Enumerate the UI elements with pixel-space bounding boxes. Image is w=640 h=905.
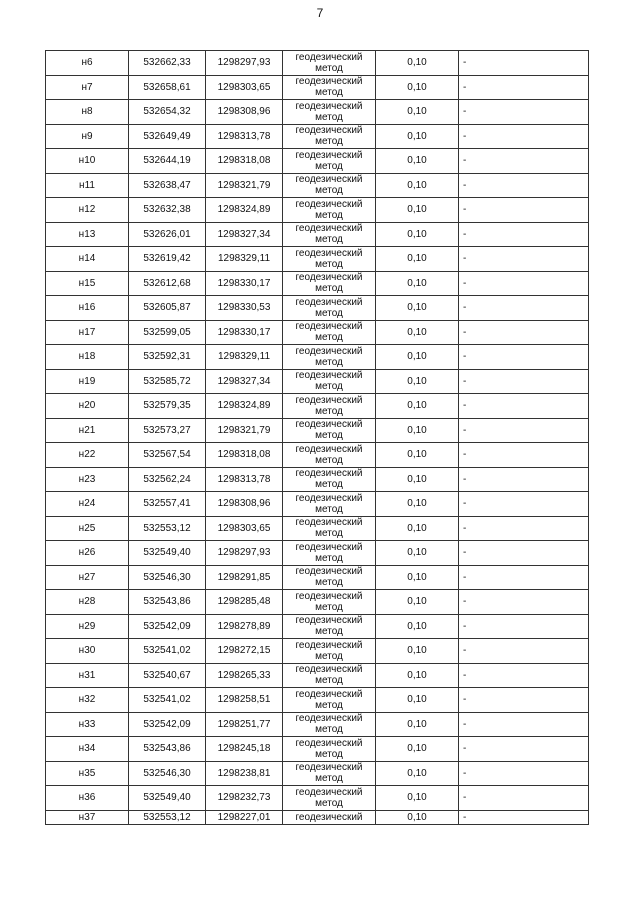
point-name-cell: н15 [46,271,129,296]
table-row [46,565,589,590]
method-text: метод [315,699,343,711]
note-cell: - [459,296,589,321]
table-row [46,712,589,737]
method-text: геодезический [295,296,363,308]
method-text: геодезический [295,468,363,480]
method-cell [283,271,376,296]
method-text: геодезический [295,443,363,455]
method-cell [283,541,376,566]
method-text: геодезический [295,321,363,333]
table-row [46,541,589,566]
point-name-cell: н16 [46,296,129,321]
method-text: геодезический [295,198,363,210]
method-text: геодезический [295,51,363,63]
method-text: геодезический [295,517,363,529]
table-row [46,271,589,296]
accuracy-cell: 0,10 [376,663,459,688]
method-cell [283,737,376,762]
y-coordinate-cell: 1298308,96 [206,100,283,125]
method-text: метод [315,479,343,491]
method-cell [283,786,376,811]
method-cell [283,124,376,149]
point-name-cell: н29 [46,614,129,639]
method-cell [283,712,376,737]
x-coordinate-cell: 532562,24 [129,467,206,492]
y-coordinate-cell: 1298327,34 [206,369,283,394]
method-cell [283,394,376,419]
x-coordinate-cell: 532542,09 [129,712,206,737]
note-cell: - [459,541,589,566]
accuracy-cell: 0,10 [376,198,459,223]
table-row [46,492,589,517]
table-row [46,345,589,370]
point-name-cell: н37 [46,810,129,824]
point-name-cell: н36 [46,786,129,811]
y-coordinate-cell: 1298313,78 [206,467,283,492]
method-text: метод [315,209,343,221]
point-name-cell: н26 [46,541,129,566]
point-name-cell: н31 [46,663,129,688]
method-cell [283,492,376,517]
x-coordinate-cell: 532546,30 [129,761,206,786]
x-coordinate-cell: 532540,67 [129,663,206,688]
point-name-cell: н21 [46,418,129,443]
point-name-cell: н24 [46,492,129,517]
accuracy-cell: 0,10 [376,345,459,370]
method-cell [283,173,376,198]
page-number: 7 [316,6,324,20]
x-coordinate-cell: 532619,42 [129,247,206,272]
method-cell [283,688,376,713]
note-cell: - [459,173,589,198]
table-row [46,124,589,149]
note-cell: - [459,614,589,639]
method-cell [283,443,376,468]
note-cell: - [459,394,589,419]
x-coordinate-cell: 532662,33 [129,51,206,76]
y-coordinate-cell: 1298285,48 [206,590,283,615]
point-name-cell: н28 [46,590,129,615]
note-cell: - [459,712,589,737]
method-cell [283,100,376,125]
table-row [46,149,589,174]
note-cell: - [459,149,589,174]
accuracy-cell: 0,10 [376,418,459,443]
y-coordinate-cell: 1298297,93 [206,51,283,76]
point-name-cell: н33 [46,712,129,737]
accuracy-cell: 0,10 [376,173,459,198]
note-cell: - [459,467,589,492]
y-coordinate-cell: 1298329,11 [206,247,283,272]
x-coordinate-cell: 532549,40 [129,541,206,566]
note-cell: - [459,492,589,517]
table-row [46,688,589,713]
method-text: геодезический [295,419,363,431]
x-coordinate-cell: 532585,72 [129,369,206,394]
point-name-cell: н34 [46,737,129,762]
note-cell: - [459,271,589,296]
method-text: метод [315,136,343,148]
point-name-cell: н11 [46,173,129,198]
point-name-cell: н23 [46,467,129,492]
table-row [46,173,589,198]
method-text: геодезический [295,737,363,749]
table-body [46,51,589,825]
table-row [46,100,589,125]
method-cell [283,75,376,100]
table-row [46,443,589,468]
method-cell [283,639,376,664]
x-coordinate-cell: 532553,12 [129,516,206,541]
method-text: геодезический [295,125,363,137]
y-coordinate-cell: 1298313,78 [206,124,283,149]
y-coordinate-cell: 1298327,34 [206,222,283,247]
note-cell: - [459,810,589,824]
method-text: геодезический [295,566,363,578]
y-coordinate-cell: 1298303,65 [206,75,283,100]
note-cell: - [459,688,589,713]
note-cell: - [459,418,589,443]
note-cell: - [459,786,589,811]
x-coordinate-cell: 532557,41 [129,492,206,517]
method-text: геодезический [295,492,363,504]
method-cell [283,761,376,786]
table-row [46,394,589,419]
point-name-cell: н9 [46,124,129,149]
y-coordinate-cell: 1298303,65 [206,516,283,541]
y-coordinate-cell: 1298318,08 [206,149,283,174]
method-text: метод [315,552,343,564]
table-row [46,320,589,345]
method-text: геодезический [295,149,363,161]
method-text: метод [315,797,343,809]
method-text: метод [315,528,343,540]
y-coordinate-cell: 1298321,79 [206,173,283,198]
accuracy-cell: 0,10 [376,222,459,247]
table-row [46,369,589,394]
table-row [46,810,589,824]
table-row [46,467,589,492]
method-text: геодезический [295,345,363,357]
x-coordinate-cell: 532546,30 [129,565,206,590]
y-coordinate-cell: 1298330,53 [206,296,283,321]
note-cell: - [459,369,589,394]
accuracy-cell: 0,10 [376,51,459,76]
note-cell: - [459,51,589,76]
x-coordinate-cell: 532579,35 [129,394,206,419]
note-cell: - [459,198,589,223]
point-name-cell: н10 [46,149,129,174]
method-cell [283,590,376,615]
method-text: метод [315,601,343,613]
x-coordinate-cell: 532599,05 [129,320,206,345]
method-text: метод [315,234,343,246]
accuracy-cell: 0,10 [376,541,459,566]
accuracy-cell: 0,10 [376,124,459,149]
table-row [46,516,589,541]
note-cell: - [459,222,589,247]
accuracy-cell: 0,10 [376,394,459,419]
x-coordinate-cell: 532553,12 [129,810,206,824]
method-text: геодезический [295,688,363,700]
y-coordinate-cell: 1298265,33 [206,663,283,688]
method-text: геодезический [295,247,363,259]
method-text: геодезический [295,762,363,774]
method-text: метод [315,185,343,197]
method-cell [283,565,376,590]
point-name-cell: н7 [46,75,129,100]
coordinates-table [45,50,589,825]
x-coordinate-cell: 532605,87 [129,296,206,321]
method-cell [283,467,376,492]
method-cell [283,51,376,76]
method-cell [283,663,376,688]
method-cell [283,149,376,174]
accuracy-cell: 0,10 [376,296,459,321]
x-coordinate-cell: 532573,27 [129,418,206,443]
accuracy-cell: 0,10 [376,516,459,541]
accuracy-cell: 0,10 [376,100,459,125]
method-text: метод [315,430,343,442]
x-coordinate-cell: 532543,86 [129,590,206,615]
point-name-cell: н22 [46,443,129,468]
y-coordinate-cell: 1298291,85 [206,565,283,590]
point-name-cell: н19 [46,369,129,394]
method-text: метод [315,650,343,662]
note-cell: - [459,100,589,125]
point-name-cell: н13 [46,222,129,247]
accuracy-cell: 0,10 [376,761,459,786]
y-coordinate-cell: 1298232,73 [206,786,283,811]
x-coordinate-cell: 532542,09 [129,614,206,639]
method-text: метод [315,258,343,270]
method-cell [283,516,376,541]
method-text: геодезический [295,272,363,284]
method-text: геодезический [295,100,363,112]
x-coordinate-cell: 532592,31 [129,345,206,370]
y-coordinate-cell: 1298329,11 [206,345,283,370]
method-cell [283,320,376,345]
table-row [46,75,589,100]
accuracy-cell: 0,10 [376,247,459,272]
accuracy-cell: 0,10 [376,565,459,590]
y-coordinate-cell: 1298238,81 [206,761,283,786]
point-name-cell: н32 [46,688,129,713]
y-coordinate-cell: 1298324,89 [206,198,283,223]
x-coordinate-cell: 532632,38 [129,198,206,223]
method-text: метод [315,111,343,123]
table-row [46,296,589,321]
method-text: метод [315,577,343,589]
method-text: метод [315,283,343,295]
method-text: метод [315,62,343,74]
method-text: геодезический [295,394,363,406]
point-name-cell: н12 [46,198,129,223]
method-text: метод [315,381,343,393]
note-cell: - [459,320,589,345]
x-coordinate-cell: 532658,61 [129,75,206,100]
method-text: метод [315,160,343,172]
method-text: геодезический [295,590,363,602]
y-coordinate-cell: 1298227,01 [206,810,283,824]
accuracy-cell: 0,10 [376,590,459,615]
x-coordinate-cell: 532567,54 [129,443,206,468]
y-coordinate-cell: 1298321,79 [206,418,283,443]
method-text: геодезический [295,541,363,553]
y-coordinate-cell: 1298251,77 [206,712,283,737]
y-coordinate-cell: 1298330,17 [206,320,283,345]
note-cell: - [459,639,589,664]
table-row [46,786,589,811]
method-text: геодезический [295,811,363,823]
accuracy-cell: 0,10 [376,810,459,824]
point-name-cell: н27 [46,565,129,590]
method-text: метод [315,356,343,368]
x-coordinate-cell: 532654,32 [129,100,206,125]
table-row [46,639,589,664]
note-cell: - [459,737,589,762]
y-coordinate-cell: 1298258,51 [206,688,283,713]
point-name-cell: н14 [46,247,129,272]
method-text: метод [315,405,343,417]
method-text: метод [315,675,343,687]
method-cell [283,296,376,321]
table-row [46,761,589,786]
accuracy-cell: 0,10 [376,614,459,639]
table-row [46,222,589,247]
method-cell [283,810,376,824]
accuracy-cell: 0,10 [376,75,459,100]
table-row [46,590,589,615]
method-cell [283,247,376,272]
point-name-cell: н18 [46,345,129,370]
method-text: геодезический [295,76,363,88]
y-coordinate-cell: 1298245,18 [206,737,283,762]
accuracy-cell: 0,10 [376,467,459,492]
accuracy-cell: 0,10 [376,737,459,762]
method-text: метод [315,724,343,736]
x-coordinate-cell: 532612,68 [129,271,206,296]
x-coordinate-cell: 532638,47 [129,173,206,198]
x-coordinate-cell: 532541,02 [129,688,206,713]
method-text: метод [315,307,343,319]
accuracy-cell: 0,10 [376,149,459,174]
method-cell [283,198,376,223]
accuracy-cell: 0,10 [376,320,459,345]
table-row [46,247,589,272]
note-cell: - [459,663,589,688]
method-text: геодезический [295,370,363,382]
method-text: метод [315,454,343,466]
method-text: геодезический [295,664,363,676]
table-row [46,418,589,443]
method-text: метод [315,87,343,99]
method-text: геодезический [295,174,363,186]
x-coordinate-cell: 532541,02 [129,639,206,664]
y-coordinate-cell: 1298324,89 [206,394,283,419]
y-coordinate-cell: 1298278,89 [206,614,283,639]
point-name-cell: н6 [46,51,129,76]
accuracy-cell: 0,10 [376,639,459,664]
accuracy-cell: 0,10 [376,688,459,713]
method-text: метод [315,773,343,785]
accuracy-cell: 0,10 [376,369,459,394]
method-text: геодезический [295,615,363,627]
x-coordinate-cell: 532626,01 [129,222,206,247]
point-name-cell: н30 [46,639,129,664]
method-cell [283,222,376,247]
method-text: геодезический [295,223,363,235]
point-name-cell: н20 [46,394,129,419]
accuracy-cell: 0,10 [376,443,459,468]
point-name-cell: н25 [46,516,129,541]
y-coordinate-cell: 1298272,15 [206,639,283,664]
table-row [46,737,589,762]
note-cell: - [459,443,589,468]
method-text: метод [315,503,343,515]
note-cell: - [459,590,589,615]
x-coordinate-cell: 532543,86 [129,737,206,762]
point-name-cell: н8 [46,100,129,125]
note-cell: - [459,124,589,149]
accuracy-cell: 0,10 [376,271,459,296]
x-coordinate-cell: 532649,49 [129,124,206,149]
method-text: метод [315,626,343,638]
method-cell [283,369,376,394]
method-text: метод [315,748,343,760]
method-cell [283,345,376,370]
note-cell: - [459,345,589,370]
accuracy-cell: 0,10 [376,492,459,517]
x-coordinate-cell: 532644,19 [129,149,206,174]
note-cell: - [459,75,589,100]
note-cell: - [459,516,589,541]
note-cell: - [459,247,589,272]
y-coordinate-cell: 1298297,93 [206,541,283,566]
table-row [46,198,589,223]
note-cell: - [459,761,589,786]
method-cell [283,614,376,639]
method-text: геодезический [295,786,363,798]
table-row [46,614,589,639]
table-row [46,51,589,76]
x-coordinate-cell: 532549,40 [129,786,206,811]
y-coordinate-cell: 1298318,08 [206,443,283,468]
accuracy-cell: 0,10 [376,786,459,811]
table-row [46,663,589,688]
method-cell [283,418,376,443]
note-cell: - [459,565,589,590]
accuracy-cell: 0,10 [376,712,459,737]
y-coordinate-cell: 1298308,96 [206,492,283,517]
point-name-cell: н35 [46,761,129,786]
y-coordinate-cell: 1298330,17 [206,271,283,296]
method-text: метод [315,332,343,344]
point-name-cell: н17 [46,320,129,345]
method-text: геодезический [295,713,363,725]
method-text: геодезический [295,639,363,651]
